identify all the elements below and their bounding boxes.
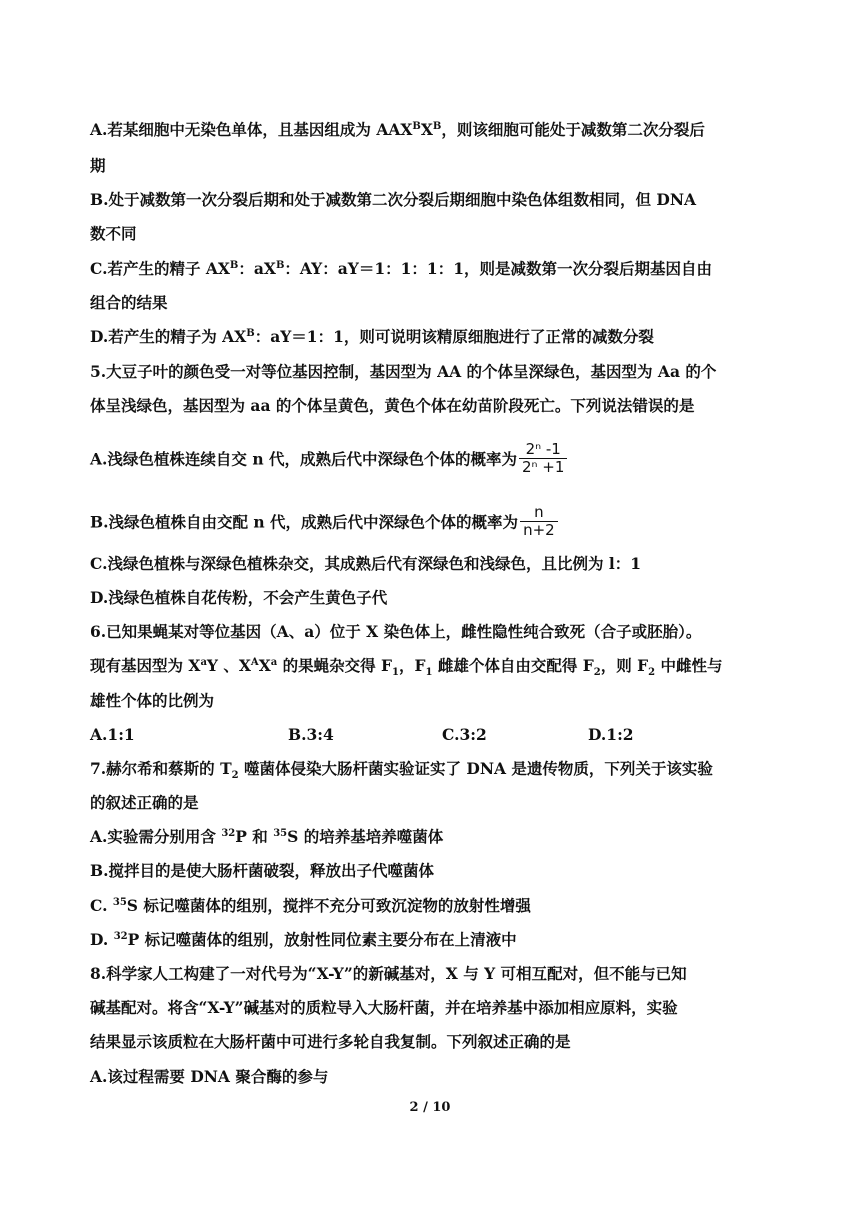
q4-option-a-cont: 期 [90, 156, 106, 175]
text: D. [90, 930, 114, 949]
q6-option-c: C.3:2 [442, 725, 487, 744]
text: D.若产生的精子为 AX [90, 327, 247, 346]
text: P 标记噬菌体的组别，放射性同位素主要分布在上清液中 [127, 930, 517, 949]
q6-stem-line3: 雄性个体的比例为 [90, 691, 215, 710]
q5-stem-line2: 体呈浅绿色，基因型为 aa 的个体呈黄色，黄色个体在幼苗阶段死亡。下列说法错误的是 [90, 396, 695, 415]
q4-option-d [90, 326, 654, 348]
fraction [520, 504, 558, 539]
page-number: 2 / 10 [409, 1100, 451, 1115]
text: ，F [398, 656, 426, 675]
subscript: 2 [231, 770, 239, 781]
subscript: 1 [392, 667, 399, 678]
text: P 和 [235, 827, 274, 846]
q7-option-b: B.搅拌目的是使大肠杆菌破裂，释放出子代噬菌体 [90, 861, 434, 880]
q5-option-d: D.浅绿色植株自花传粉，不会产生黄色子代 [90, 588, 388, 607]
numerator: n [534, 503, 544, 521]
q8-stem-line2: 碱基配对。将含“X-Y”碱基对的质粒导入大肠杆菌，并在培养基中添加相应原料，实验 [90, 998, 678, 1017]
superscript: 35 [273, 828, 288, 839]
q6-options-row [90, 724, 770, 746]
q4-option-c [90, 258, 712, 280]
q8-option-a: A.该过程需要 DNA 聚合酶的参与 [90, 1067, 329, 1086]
text: C.若产生的精子 AX [90, 259, 230, 278]
superscript: B [432, 121, 442, 132]
subscript: 2 [593, 667, 601, 678]
text: B.浅绿色植株自由交配 n 代，成熟后代中深绿色个体的概率为 [90, 512, 519, 532]
q8-stem-line3: 结果显示该质粒在大肠杆菌中可进行多轮自我复制。下列叙述正确的是 [90, 1032, 571, 1051]
text: 中雌性与 [655, 656, 723, 675]
q7-stem-line1 [90, 758, 713, 780]
text: A.浅绿色植株连续自交 n 代，成熟后代中深绿色个体的概率为 [90, 449, 517, 469]
superscript: B [229, 260, 239, 271]
fraction [519, 441, 567, 476]
q5-stem-line1: 5.大豆子叶的颜色受一对等位基因控制，基因型为 AA 的个体呈深绿色，基因型为 Aa 的个 [90, 362, 717, 381]
text: A.实验需分别用含 [90, 827, 222, 846]
text: ：aY＝1：1，则可说明该精原细胞进行了正常的减数分裂 [254, 327, 654, 346]
superscript: B [275, 260, 285, 271]
superscript: A [250, 657, 259, 668]
text: A.若某细胞中无染色单体，且基因组成为 AAX [90, 120, 413, 139]
q5-option-b [90, 503, 558, 539]
q8-stem-line1: 8.科学家人工构建了一对代号为“X-Y”的新碱基对，X 与 Y 可相互配对，但不能与已知 [90, 964, 687, 983]
q5-option-c: C.浅绿色植株与深绿色植株杂交，其成熟后代有深绿色和浅绿色，且比例为 l：1 [90, 554, 642, 573]
text: S 的培养基培养噬菌体 [287, 827, 444, 846]
denominator: n+2 [520, 521, 558, 539]
q4-option-a [90, 119, 705, 141]
text: ：AY：aY＝1：1：1：1，则是减数第一次分裂后期基因自由 [284, 259, 712, 278]
q6-stem-line2 [90, 655, 723, 677]
q6-option-b: B.3:4 [288, 725, 334, 744]
text: ：aX [238, 259, 276, 278]
q4-option-c-cont: 组合的结果 [90, 293, 168, 312]
text: 现有基因型为 X [90, 656, 201, 675]
q7-option-d [90, 929, 517, 951]
text: 噬菌体侵染大肠杆菌实验证实了 DNA 是遗传物质，下列关于该实验 [238, 759, 713, 778]
numerator: 2ⁿ -1 [525, 440, 561, 458]
text: ，则 F [600, 656, 649, 675]
superscript: 32 [113, 931, 128, 942]
text: Y 、X [206, 656, 251, 675]
denominator: 2ⁿ +1 [519, 458, 567, 476]
text: 7.赫尔希和蔡斯的 T [90, 759, 232, 778]
superscript: B [246, 328, 255, 339]
text: S 标记噬菌体的组别，搅拌不充分可致沉淀物的放射性增强 [126, 896, 531, 915]
q4-option-b-cont: 数不同 [90, 224, 137, 243]
text: ，则该细胞可能处于减数第二次分裂后 [441, 120, 705, 139]
q6-stem-line1: 6.已知果蝇某对等位基因（A、a）位于 X 染色体上，雌性隐性纯合致死（合子或胚胎）。 [90, 622, 702, 641]
q6-option-d: D.1:2 [588, 725, 634, 744]
q7-stem-line2: 的叙述正确的是 [90, 793, 199, 812]
q5-option-a [90, 440, 567, 476]
text: X [258, 656, 271, 675]
superscript: B [412, 121, 421, 132]
superscript: 32 [221, 828, 236, 839]
q6-option-a: A.1:1 [90, 725, 135, 744]
text: 雌雄个体自由交配得 F [432, 656, 594, 675]
q7-option-a [90, 826, 443, 848]
subscript: 2 [648, 667, 656, 678]
text: C. [90, 896, 113, 915]
superscript: a [270, 657, 278, 668]
q4-option-b: B.处于减数第一次分裂后期和处于减数第二次分裂后期细胞中染色体组数相同，但 DNA [90, 190, 697, 209]
superscript: a [200, 657, 207, 668]
q7-option-c [90, 895, 531, 917]
text: 的果蝇杂交得 F [277, 656, 393, 675]
superscript: 35 [112, 897, 127, 908]
text: X [420, 120, 433, 139]
subscript: 1 [425, 667, 433, 678]
